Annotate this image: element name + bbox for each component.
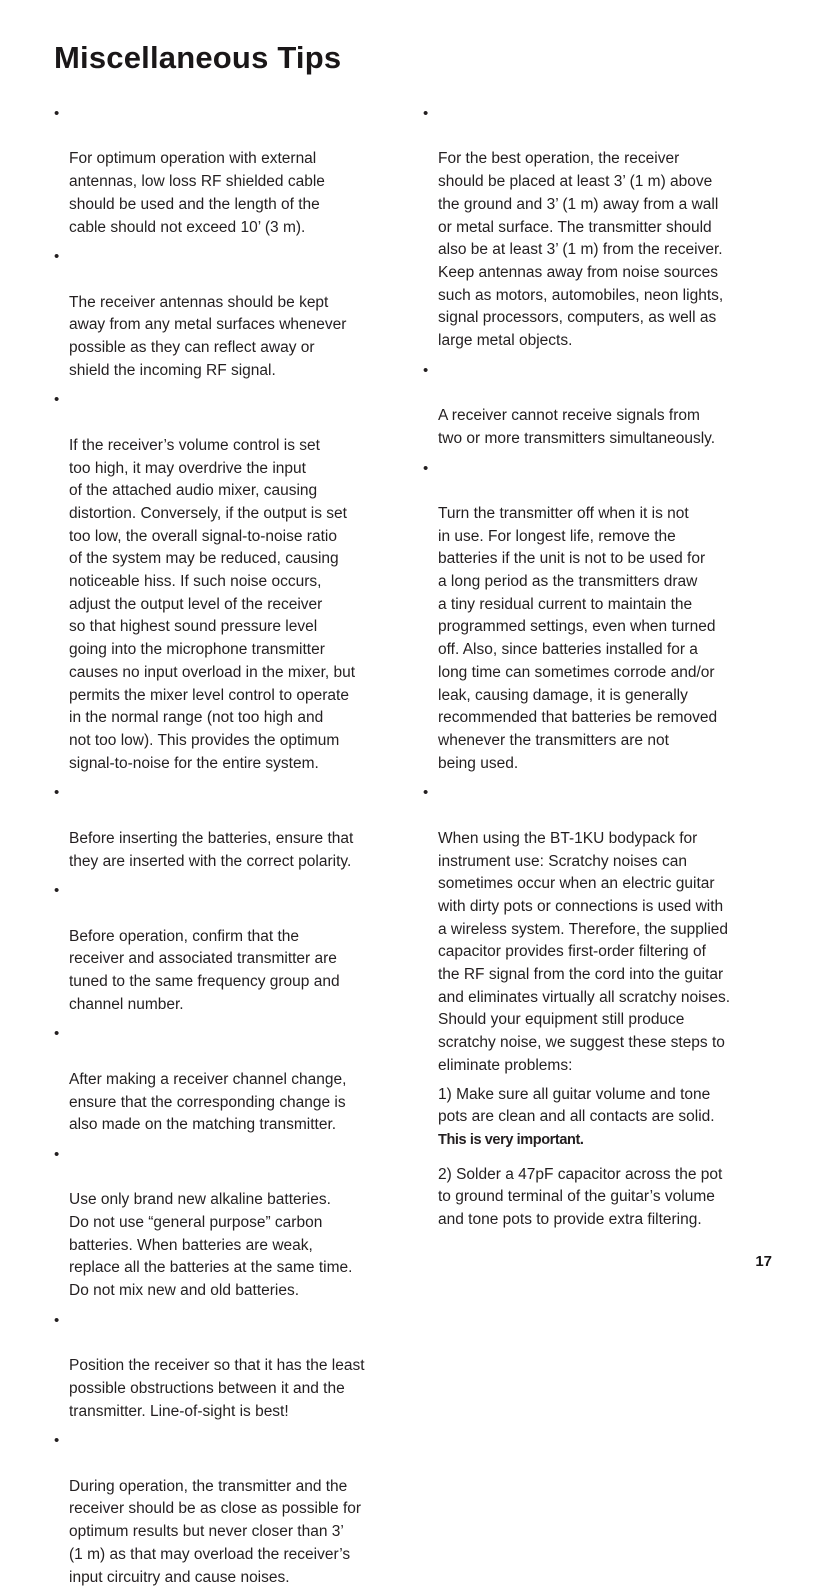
tip-text: For optimum operation with external antennas, low loss RF shielded cable should be used and the length of the cable should not exceed 10’ (3 m).	[69, 150, 325, 236]
tip-receiver-placement	[423, 103, 775, 353]
tip-text: During operation, the transmitter and the receiver should be as close as possible for optimum results but never closer than 3’ (1 m) as that may overload the receiver’s input circuitry and cause noises.	[69, 1477, 362, 1586]
tip-channel-change	[54, 1023, 406, 1137]
tip-alkaline-batteries	[54, 1144, 406, 1303]
tip-frequency-group	[54, 880, 406, 1016]
tip-volume-control	[54, 389, 406, 775]
tip-guitar-bodypack	[423, 782, 775, 1077]
bullet-icon: •	[54, 784, 60, 802]
tip-single-transmitter	[423, 360, 775, 451]
tip-text: If the receiver’s volume control is set too high, it may overdrive the input of the attached audio mixer, causing distortion. Conversely, if the output is set too low, the overall signal-to-noise ratio of the system may be reduced, causing noticeable hiss. If such noise occurs, adjust the output level of the receiver so that highest sound pressure level going into the microphone transmitter causes no input overload in the mixer, but permits the mixer level control to operate in the normal range (not too high and not too low). This provides the optimum signal-to-noise for the entire system.	[69, 436, 356, 772]
right-tips-column	[423, 103, 775, 1232]
page-title: Miscellaneous Tips	[54, 40, 342, 75]
tip-text: Turn the transmitter off when it is not in use. For longest life, remove the batteries if the unit is not to be used for a long period as the transmitters draw a tiny residual current to maintain the programmed settings, even when turned off. Also, since batteries installed for a long time can sometimes corrode and/or leak, causing damage, it is generally recommended that batteries be removed whenever the transmitters are not being used.	[438, 504, 718, 772]
tip-text: After making a receiver channel change, ensure that the corresponding change is also made on the matching transmitter.	[69, 1070, 347, 1134]
bullet-icon: •	[54, 248, 60, 266]
tip-text: Position the receiver so that it has the least possible obstructions between it and the transmitter. Line-of-sight is best!	[69, 1357, 365, 1420]
page-number: 17	[755, 1253, 772, 1270]
tip-transmitter-off	[423, 458, 775, 776]
left-tips-column	[54, 103, 406, 1596]
tip-text: When using the BT-1KU bodypack for instrument use: Scratchy noises can sometimes occur when an electric guitar with dirty pots or connections is used with a wireless system. Therefore, the supplied capacitor provides first-order filtering of the RF signal from the cord into the guitar and eliminates virtually all scratchy noises. Should your equipment still produce scratchy noise, we suggest these steps to eliminate problems:	[438, 829, 731, 1074]
bullet-icon: •	[54, 391, 60, 409]
tip-text: For the best operation, the receiver should be placed at least 3’ (1 m) above the ground and 3’ (1 m) away from a wall or metal surface. The transmitter should also be at least 3’ (1 m) from the receiver. Keep antennas away from noise sources such as motors, automobiles, neon lights, signal processors, computers, as well as large metal objects.	[438, 150, 724, 350]
bullet-icon: •	[54, 105, 60, 122]
bullet-icon: •	[423, 784, 429, 802]
guitar-step-1-note: This is very important.	[438, 1131, 584, 1148]
tip-antenna-metal-surfaces	[54, 246, 406, 382]
bullet-icon: •	[423, 361, 429, 379]
tip-external-antennas	[54, 103, 406, 239]
tip-text: The receiver antennas should be kept away from any metal surfaces whenever possible as they can reflect away or shield the incoming RF signal.	[69, 293, 347, 379]
tip-receiver-position	[54, 1310, 406, 1424]
bullet-icon: •	[54, 1145, 60, 1163]
tip-text: Before inserting the batteries, ensure that they are inserted with the correct polarity.	[69, 829, 354, 870]
bullet-icon: •	[54, 1025, 60, 1043]
guitar-step-2: 2) Solder a 47pF capacitor across the pot to ground terminal of the guitar’s volume and tone pots to provide extra filtering.	[438, 1165, 723, 1229]
tip-operating-distance	[54, 1430, 406, 1589]
bullet-icon: •	[54, 882, 60, 900]
bullet-icon: •	[54, 1432, 60, 1450]
tip-battery-polarity	[54, 782, 406, 873]
bullet-icon: •	[54, 1311, 60, 1329]
tip-text: A receiver cannot receive signals from two or more transmitters simultaneously.	[438, 407, 716, 447]
tip-text: Use only brand new alkaline batteries. Do not use “general purpose” carbon batteries. When batteries are weak, replace all the batteries at the same time. Do not mix new and old batteries.	[69, 1191, 353, 1300]
tip-text: Before operation, confirm that the receiver and associated transmitter are tuned to the same frequency group and channel number.	[69, 927, 340, 1013]
bullet-icon: •	[423, 459, 429, 477]
guitar-step-1: 1) Make sure all guitar volume and tone pots are clean and all contacts are solid.	[438, 1085, 715, 1126]
bullet-icon: •	[423, 105, 429, 122]
